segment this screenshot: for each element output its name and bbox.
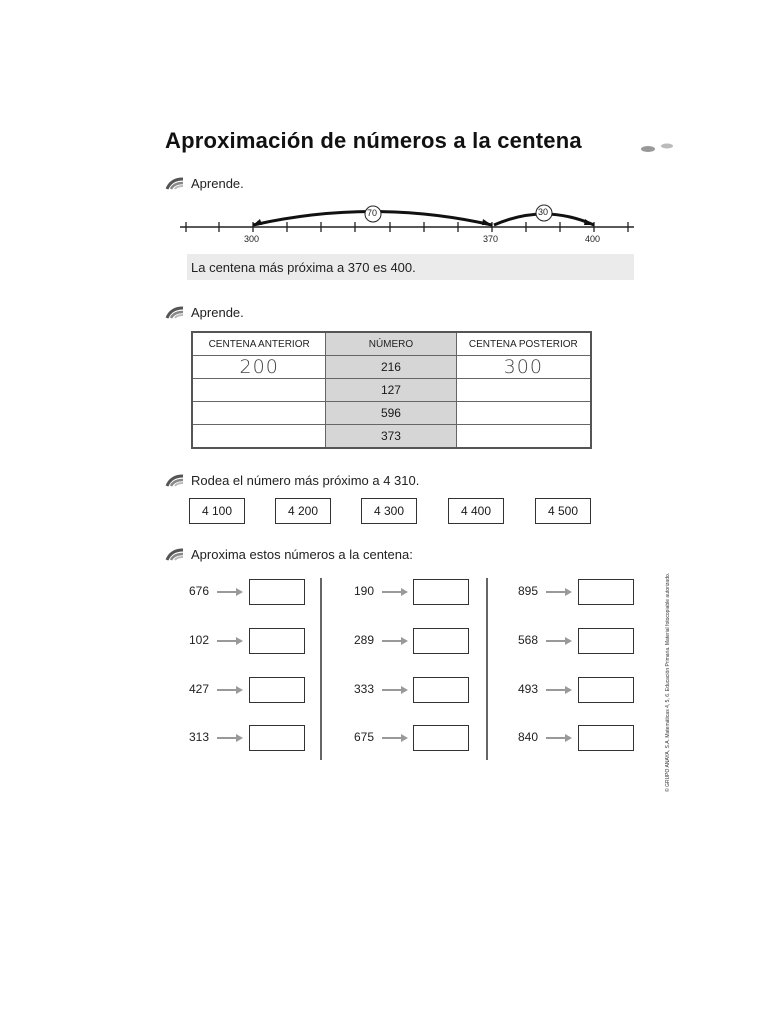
decorative-dots-icon xyxy=(640,141,674,153)
number-line xyxy=(178,200,638,250)
answer-box[interactable] xyxy=(578,579,634,605)
arrow-right-icon xyxy=(381,636,409,646)
round-number: 427 xyxy=(189,682,210,696)
round-number: 568 xyxy=(518,633,539,647)
answer-box[interactable] xyxy=(413,677,469,703)
answer-box[interactable] xyxy=(578,725,634,751)
section4-label: Aproxima estos números a la centena: xyxy=(191,547,413,562)
table-row xyxy=(192,356,591,379)
arrow-right-icon xyxy=(216,685,244,695)
arrow-right-icon xyxy=(545,685,573,695)
header-numero: NÚMERO xyxy=(326,332,456,356)
arrow-right-icon xyxy=(216,587,244,597)
option-4300[interactable]: 4 300 xyxy=(361,498,417,524)
column-divider xyxy=(486,578,488,760)
bubble-label-right: 30 xyxy=(538,207,549,217)
round-number: 895 xyxy=(518,584,539,598)
section3-label: Rodea el número más próximo a 4 310. xyxy=(191,473,420,488)
bubble-label-left: 70 xyxy=(367,208,378,218)
option-4100[interactable]: 4 100 xyxy=(189,498,245,524)
round-number: 313 xyxy=(189,730,210,744)
answer-box[interactable] xyxy=(413,725,469,751)
header-centena-anterior: CENTENA ANTERIOR xyxy=(192,332,326,356)
section-bullet-icon xyxy=(165,305,185,319)
answer-box[interactable] xyxy=(578,628,634,654)
table-row xyxy=(192,379,591,402)
section-bullet-icon xyxy=(165,473,185,487)
cell-after[interactable] xyxy=(456,425,591,449)
arrow-right-icon xyxy=(381,685,409,695)
cell-after[interactable] xyxy=(456,402,591,425)
table-row xyxy=(192,402,591,425)
answer-box[interactable] xyxy=(249,579,305,605)
answer-box[interactable] xyxy=(578,677,634,703)
answer-box[interactable] xyxy=(249,628,305,654)
cell-before[interactable] xyxy=(192,379,326,402)
arrow-right-icon xyxy=(381,733,409,743)
cell-number: 373 xyxy=(326,425,456,449)
answer-box[interactable] xyxy=(249,677,305,703)
table-row xyxy=(192,425,591,449)
section-bullet-icon xyxy=(165,547,185,561)
cell-number: 596 xyxy=(326,402,456,425)
cell-before[interactable]: 200 xyxy=(192,356,326,379)
column-divider xyxy=(320,578,322,760)
arrow-right-icon xyxy=(216,636,244,646)
answer-box[interactable] xyxy=(413,579,469,605)
cell-after[interactable] xyxy=(456,379,591,402)
answer-box[interactable] xyxy=(413,628,469,654)
tick-label-400: 400 xyxy=(585,234,601,244)
round-number: 493 xyxy=(518,682,539,696)
info-text: La centena más próxima a 370 es 400. xyxy=(191,260,416,275)
copyright-notice xyxy=(665,560,675,792)
round-number: 676 xyxy=(189,584,210,598)
tick-label-370: 370 xyxy=(483,234,499,244)
cell-before[interactable] xyxy=(192,425,326,449)
header-centena-posterior: CENTENA POSTERIOR xyxy=(456,332,591,356)
option-4400[interactable]: 4 400 xyxy=(448,498,504,524)
tick-label-300: 300 xyxy=(244,234,260,244)
section2-label: Aprende. xyxy=(191,305,244,320)
page-title: Aproximación de números a la centena xyxy=(165,128,582,153)
option-4500[interactable]: 4 500 xyxy=(535,498,591,524)
round-number: 102 xyxy=(189,633,210,647)
answer-box[interactable] xyxy=(249,725,305,751)
round-number: 333 xyxy=(354,682,375,696)
cell-after[interactable]: 300 xyxy=(456,356,591,379)
cell-before[interactable] xyxy=(192,402,326,425)
rounding-table xyxy=(191,331,592,449)
info-box xyxy=(187,254,634,280)
section1-label: Aprende. xyxy=(191,176,244,191)
cell-number: 216 xyxy=(326,356,456,379)
round-number: 675 xyxy=(354,730,375,744)
arrow-right-icon xyxy=(381,587,409,597)
arrow-right-icon xyxy=(216,733,244,743)
option-4200[interactable]: 4 200 xyxy=(275,498,331,524)
round-number: 840 xyxy=(518,730,539,744)
round-number: 190 xyxy=(354,584,375,598)
copyright-text: © GRUPO ANAYA, S.A. Matemáticas 4, 5, 6. Educación Primaria. Material fotocopiable autorizado. xyxy=(665,572,671,792)
round-number: 289 xyxy=(354,633,375,647)
arrow-right-icon xyxy=(545,733,573,743)
arrow-right-icon xyxy=(545,636,573,646)
section-bullet-icon xyxy=(165,176,185,190)
arrow-right-icon xyxy=(545,587,573,597)
cell-number: 127 xyxy=(326,379,456,402)
